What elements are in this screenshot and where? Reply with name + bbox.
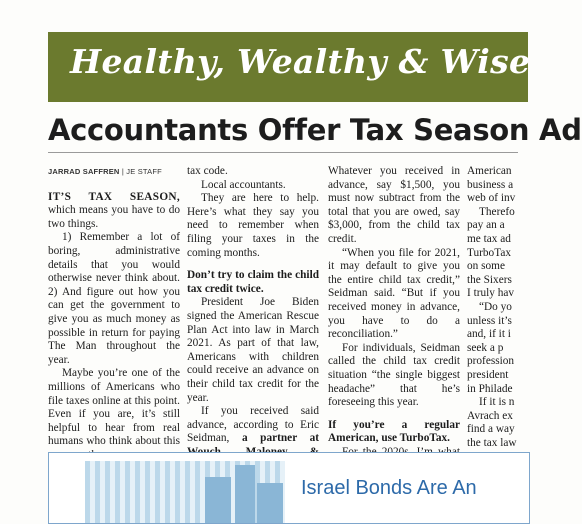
col4-line: the tax law	[467, 436, 517, 449]
article-column-1	[48, 165, 180, 448]
section-title: Healthy, Wealthy & Wise	[70, 42, 531, 81]
text-run: If you received said advance, according to Eric Seidman,	[187, 405, 319, 445]
col4-line: and, if it i	[467, 328, 511, 341]
article-column-4	[467, 165, 527, 449]
headline-divider	[48, 152, 518, 153]
col4-line: business a	[467, 178, 514, 191]
col4-line: TurboTax	[467, 246, 511, 259]
paragraph: tax code.	[187, 165, 228, 177]
col4-line: Therefo	[479, 205, 515, 218]
paragraph: “When you file for 2021, it may default to give you the entire child tax credit,” Seidman said. “But if you received money in advance, you have to do a reconciliation.”	[328, 246, 460, 341]
col4-line: I truly hav	[467, 287, 515, 300]
col4-line: American	[467, 165, 512, 177]
text-run-bold: a partner at	[241, 432, 319, 445]
subheading: If you’re a regular American, use TurboTax.	[328, 418, 460, 445]
col4-line: on some	[467, 260, 505, 273]
paragraph: Maybe you’re one of the millions of Americans who file taxes online at this point. Even if you are, it’s still helpful to hear from real humans who think about this	[48, 367, 180, 448]
col4-line: me tax ad	[467, 232, 511, 245]
paragraph: Local accountants.	[201, 178, 286, 191]
byline-role: | JE STAFF	[121, 167, 162, 176]
paragraph: 1) Remember a lot of boring, administrative details that you would otherwise never think about. 2) And figure out how you can get the government to give you as much money as possible in return for paying The Man throughout the year.	[48, 231, 180, 366]
paragraph: For individuals, Seidman called the child tax credit situation “the single biggest headache” that he’s foreseeing this year.	[328, 341, 460, 409]
ad-building-image	[85, 461, 285, 523]
article-column-3	[328, 165, 460, 445]
lead-paragraph	[48, 191, 180, 232]
col4-line: president	[467, 368, 509, 381]
col4-line: web of inv	[467, 192, 516, 205]
lead-in: IT’S TAX SEASON,	[48, 190, 180, 203]
article-headline: Accountants Offer Tax Season Ad	[48, 113, 582, 147]
col4-line: pay an a	[467, 219, 505, 232]
paragraph: They are here to help. Here’s what they say you need to remember when filing your taxes in the coming months.	[187, 192, 319, 259]
section-banner	[48, 32, 531, 102]
col4-line: seek a p	[467, 341, 504, 354]
col4-line: profession	[467, 355, 515, 368]
col4-line: If it is n	[479, 396, 515, 409]
subheading: Don’t try to claim the child tax credit twice.	[187, 269, 319, 295]
col4-line: Avrach ex	[467, 409, 513, 422]
col4-lines	[467, 165, 527, 450]
lead-text: which means you have to do two things.	[48, 204, 180, 230]
paragraph: Whatever you received in advance, say $1,500, you must now subtract from the total that you are owed, say $3,000, from the child tax credit.	[328, 165, 460, 245]
paragraph: President Joe Biden signed the American Rescue Plan Act into law in March 2021. As part of that law, Americans with children could receive an advance on their child tax credit for the year.	[187, 296, 319, 404]
byline	[48, 165, 180, 179]
col4-line: “Do yo	[479, 300, 512, 313]
advertisement[interactable]	[48, 452, 530, 524]
article-column-2	[187, 165, 319, 445]
col4-line: in Philade	[467, 382, 513, 395]
col4-line: the Sixers	[467, 273, 512, 286]
col4-line: find a way	[467, 423, 515, 436]
ad-headline: Israel Bonds Are An	[301, 477, 477, 499]
col4-line: unless it’s	[467, 314, 512, 327]
byline-author: JARRAD SAFFREN	[48, 167, 120, 176]
